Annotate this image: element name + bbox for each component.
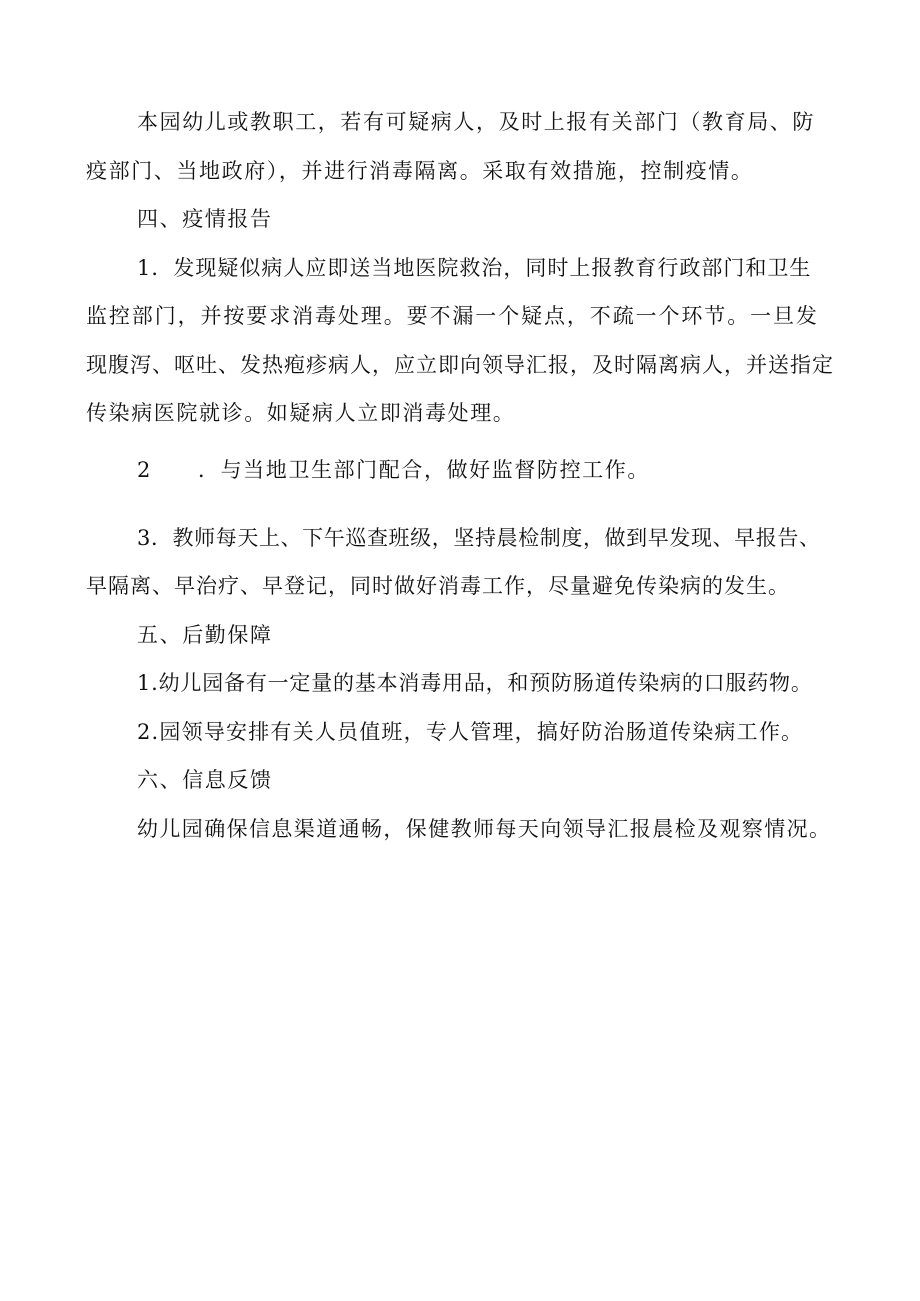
list-item-line: 早隔离、早治疗、早登记，同时做好消毒工作，尽量避免传染病的发生。 — [86, 574, 790, 598]
list-item-line: 1．发现疑似病人应即送当地医院救治，同时上报教育行政部门和卫生 — [137, 256, 812, 280]
section-heading-feedback: 六、信息反馈 — [137, 768, 273, 792]
list-item-line: 现腹泻、呕吐、发热疱疹病人，应立即向领导汇报，及时隔离病人，并送指定 — [86, 353, 834, 377]
paragraph-line: 本园幼儿或教职工，若有可疑病人，及时上报有关部门（教育局、防 — [137, 110, 815, 134]
paragraph-line: 幼儿园确保信息渠道通畅，保健教师每天向领导汇报晨检及观察情况。 — [137, 817, 832, 841]
list-item-line: 3．教师每天上、下午巡查班级，坚持晨检制度，做到早发现、早报告、 — [137, 526, 821, 550]
list-item-line: 2.园领导安排有关人员值班，专人管理，搞好防治肠道传染病工作。 — [137, 720, 804, 744]
list-item-number: 2 — [137, 458, 152, 482]
list-item-line: 传染病医院就诊。如疑病人立即消毒处理。 — [86, 401, 516, 425]
paragraph-line: 疫部门、当地政府），并进行消毒隔离。采取有效措施，控制疫情。 — [86, 159, 754, 183]
list-item-text: ．与当地卫生部门配合，做好监督防控工作。 — [197, 458, 650, 482]
list-item-2 — [137, 455, 650, 485]
section-heading-logistics: 五、后勤保障 — [137, 623, 273, 647]
section-heading-report: 四、疫情报告 — [137, 207, 273, 231]
list-item-line: 1.幼儿园备有一定量的基本消毒用品，和预防肠道传染病的口服药物。 — [137, 671, 813, 695]
list-item-line: 监控部门，并按要求消毒处理。要不漏一个疑点，不疏一个环节。一旦发 — [86, 304, 819, 328]
